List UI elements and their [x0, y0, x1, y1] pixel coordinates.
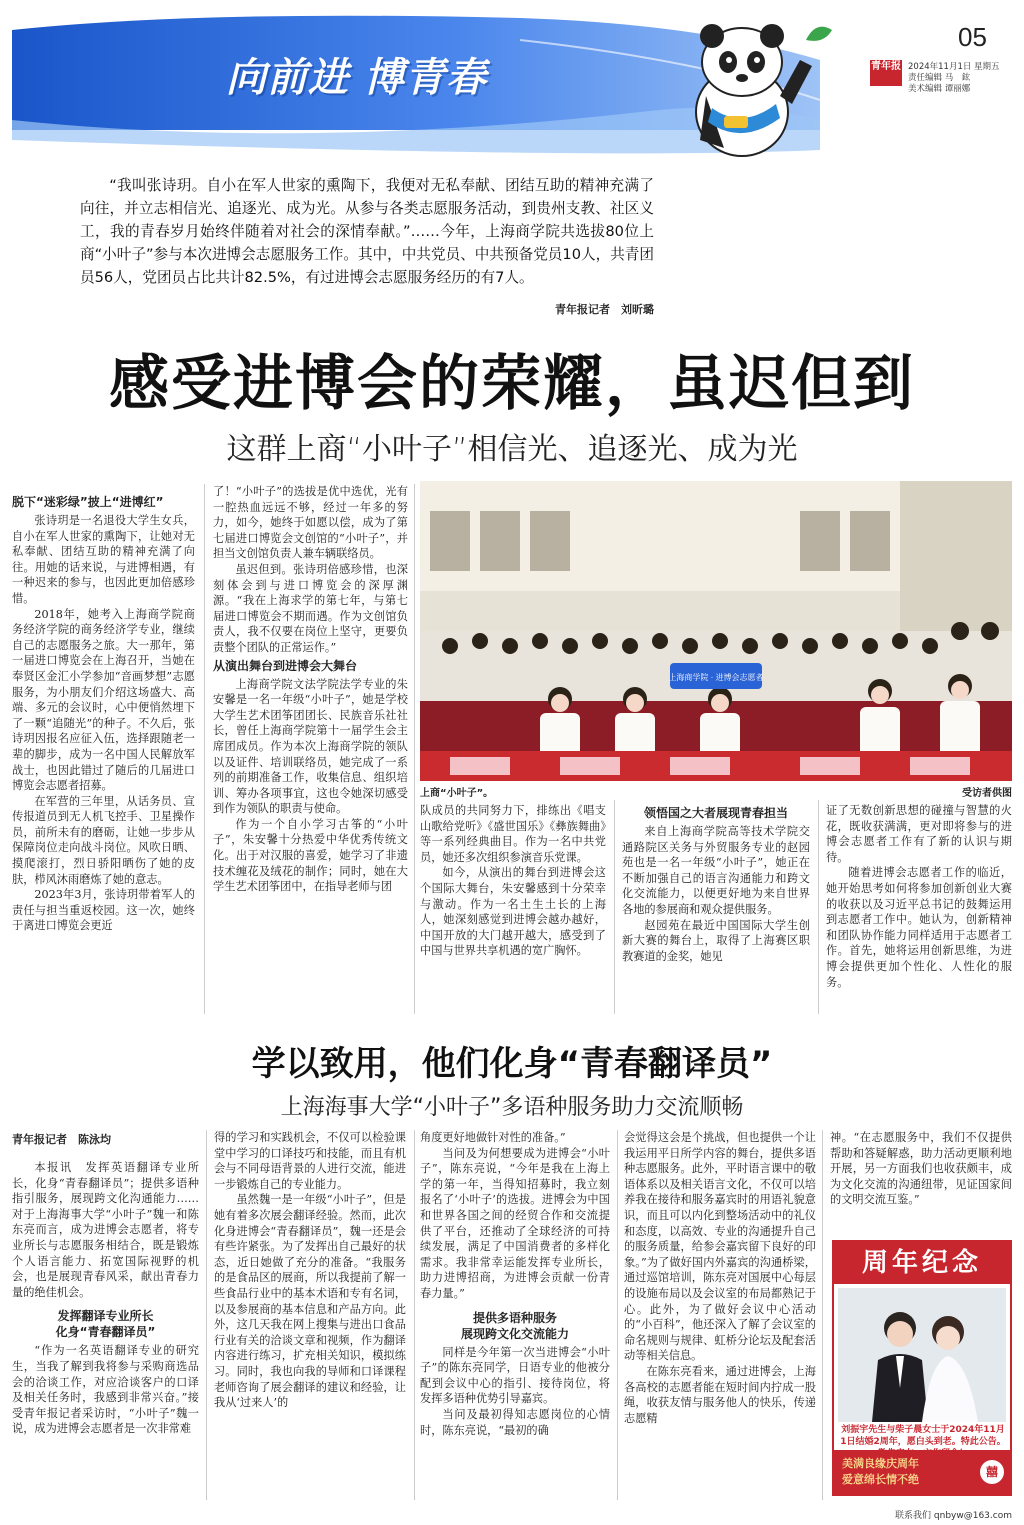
paragraph: 来自上海商学院高等技术学院交通路院区关务与外贸服务专业的赵园苑也是一名一年级“小叶子”，她正在不断加强自己的语言沟通能力和跨文化交流能力，以便更好地为来自世界各地的参展商和观众提供服务。 [622, 825, 810, 916]
story1-column-1 [12, 492, 195, 1022]
paragraph: 角度更好地做针对性的准备。” [420, 1131, 566, 1144]
slogan-line: 美满良缘庆周年 [842, 1457, 919, 1470]
page-number: 05 [958, 22, 987, 52]
photo-credit: 受访者供图 [962, 788, 1012, 799]
couple-photo [838, 1288, 1006, 1422]
story2-column-3 [420, 1130, 610, 1500]
section-heading: 展现跨文化交流能力 [460, 1326, 569, 1341]
paragraph: 当问及最初得知志愿岗位的心情时，陈东亮说，“最初的确 [420, 1407, 610, 1437]
paragraph: 证了无数创新思想的碰撞与智慧的火花，既收获满满，更对即将参与的进博会志愿者工作有了新的认识与期待。 [826, 804, 1012, 864]
header-slogan: 向前进 博青春 [226, 55, 487, 101]
story1-column-4 [622, 803, 810, 1023]
paragraph: 同样是今年第一次当进博会“小叶子”的陈东亮同学，日语专业的他被分配到会议中心的指引、接待岗位，将发挥多语种优势引导嘉宾。 [420, 1345, 610, 1406]
section-heading: 脱下“迷彩绿”披上“进博红” [12, 495, 164, 509]
issue-date: 2024年11月1日 星期五 [908, 62, 1000, 72]
story1-column-3 [420, 803, 606, 1023]
lead-byline: 青年报记者 刘昕璐 [555, 303, 654, 316]
section-heading: 领悟国之大者展现青春担当 [643, 806, 788, 820]
slogan-line: 爱意绵长情不绝 [842, 1473, 919, 1486]
story1-headline: 感受进博会的荣耀，虽迟但到 [109, 349, 915, 419]
story2-column-5 [830, 1130, 1012, 1234]
story2-column-2 [214, 1130, 406, 1500]
paragraph: “作为一名英语翻译专业的研究生，当我了解到我将参与采购商选品会的洽谈工作，对应洽谈客户的口译及相关任务时，我感到非常兴奋。”接受青年报记者采访时，“小叶子”魏一说，成为进博会志愿者是一次非常难 [12, 1344, 199, 1436]
story2-headline: 学以致用，他们化身“青春翻译员” [251, 1044, 773, 1084]
story2-byline: 青年报记者 陈泳均 [12, 1133, 111, 1146]
anniversary-notice [832, 1240, 1012, 1496]
paragraph: 随着进博会志愿者工作的临近，她开始思考如何将参加创新创业大赛的收获以及习近平总书记的鼓舞运用到志愿者工作中。她认为，创新精神和团队协作能力同样适用于志愿者工作。首先，她将运用创新思维，为进博会提供更加个性化、人性化的服务。 [826, 866, 1012, 989]
paragraph: 会觉得这会是个挑战，但也提供一个让我运用平日所学内容的舞台，提供多语种志愿服务。此外，平时语言课中的敬语体系以及相关语言文化，不仅可以培养我在接待和服务嘉宾时的用语礼貌意识，而且可以内化到整场活动中的礼仪和态度，以高效、专业的沟通提升自己的服务质量，给参会嘉宾留下良好的印象。”为了做好国内外嘉宾的沟通桥梁，通过巡馆培训，陈东亮对国展中心每层的设施布局以及会议室的布局都熟记于心。此外，为了做好会议中心活动的“小百科”，他还深入了解了会议室的命名规则与规律、虹桥分论坛及配套活动等相关信息。 [624, 1131, 816, 1363]
story1-column-2 [213, 484, 408, 1022]
paragraph: 上海商学院文法学院法学专业的朱安馨是一名一年级“小叶子”，她是学校大学生艺术团筝团团长、民族音乐社社长，曾任上海商学院第十一届学生会主席团成员。作为本次上海商学院的领队以及证件、培训联络员，她完成了一系列的前期准备工作，收集信息、组织培训、筹办各项事宜，这也令她深切感受到作为领队的职责与使命。 [213, 677, 408, 816]
paragraph: 张诗玥是一名退役大学生女兵，自小在军人世家的熏陶下，让她对无私奉献、团结互助的精神充满了向往。用她的话来说，与进博相遇，有一种迟来的参与，也因此更加倍感珍惜。 [12, 514, 195, 605]
lead-text: “我叫张诗玥。自小在军人世家的熏陶下，我便对无私奉献、团结互助的精神充满了向往，并立志相信光、追逐光、成为光。从参与各类志愿服务活动，到贵州支教、社区义工，我的青春岁月始终伴随着对社会的深情奉献。”……今年，上海商学院共选拔80位上商“小叶子”参与本次进博会志愿服务工作。其中，中共党员、中共预备党员10人，共青团员56人，党团员占比共计82.5%，有过进博会志愿服务经历的有7人。 [80, 177, 654, 286]
paragraph: 当问及为何想要成为进博会“小叶子”，陈东亮说，“今年是我在上海上学的第一年，当得知招募时，我立刻报名了‘小叶子’的选拔。进博会为中国和世界各国之间的经贸合作和交流提供了平台，还推动了全球经济的可持续发展，满足了中国消费者的多样化需求。我非常幸运能发挥专业所长，助力进博招商，为进博会贡献一份青春力量。” [420, 1146, 610, 1300]
anniversary-slogan [834, 1450, 1010, 1494]
section-heading: 发挥翻译专业所长 [57, 1309, 154, 1324]
art-editor-credit: 美术编辑 谭丽娜 [908, 84, 971, 94]
paragraph: 如今，从演出的舞台到进博会这个国际大舞台，朱安馨感到十分荣幸与激动。作为一名土生土长的上海人，她深刻感觉到进博会越办越好，中国开放的大门越开越大，感受到了中国与世界共享机遇的宽广胸怀。 [420, 866, 606, 958]
photo-caption: 上商“小叶子”。 [420, 788, 494, 799]
paragraph: 在陈东亮看来，通过进博会，上海各高校的志愿者能在短时间内拧成一股绳，收获友情与服务他人的快乐，传递志愿精 [624, 1364, 816, 1425]
paragraph: 神。“在志愿服务中，我们不仅提供帮助和答疑解惑，助力活动更顺利地开展，另一方面我们也收获颇丰，成为文化交流的沟通纽带，见证国家间的文明交流互鉴。” [830, 1131, 1012, 1207]
paragraph: 虽迟但到。张诗玥倍感珍惜，也深刻体会到与进口博览会的深厚渊源。“我在上海求学的第七年，与第七届进口博览会不期而遇。作为文创馆负责人，我不仅要在岗位上坚守，更要负责整个团队的正常运作。” [213, 562, 408, 654]
anniversary-text: 刘振宇先生与柴子晨女士于2024年11月1日结婚2周年，愿白头到老。特此公告。 [840, 1425, 1006, 1447]
section-heading: 从演出舞台到进博会大舞台 [213, 658, 358, 673]
section-heading: 提供多语种服务 [472, 1310, 557, 1325]
paragraph: 2018年，她考入上海商学院商务经济学院的商务经济学专业，继续自己的志愿服务之旅。大一那年，第一届进口博览会在上海召开，当她在奉贤区金汇小学参加“音画梦想”志愿服务，为小朋友们介绍这场盛大、高端、多元的会议时，心中便悄然埋下了一颗“追随光”的种子。不久后，张诗玥因报名应征入伍，选择跟随老一辈的脚步，成为一名中国人民解放军战士，也因此错过了随后的几届进口博览会志愿者招募。 [12, 607, 195, 793]
paragraph: 赵园苑在最近中国国际大学生创新大赛的舞台上，取得了上海赛区职教赛道的金奖，她见 [622, 918, 810, 963]
anniversary-title: 周年纪念 [834, 1242, 1010, 1284]
paragraph: 了！“小叶子”的选拔是优中选优，光有一腔热血远远不够，经过一年多的努力，如今，她终于如愿以偿，成为了第七届进口博览会文创馆的“小叶子”，并担当文创馆负责人兼车辆联络员。 [213, 485, 408, 561]
paragraph: 2023年3月，张诗玥带着军人的责任与担当重返校园。这一次，她终于离进口博览会更近 [12, 888, 195, 933]
editor-credit: 责任编辑 马 鈜 [908, 73, 971, 83]
story2-column-1 [12, 1160, 199, 1500]
story1-subhead: 这群上商“小叶子”相信光、追逐光、成为光 [226, 432, 798, 467]
paragraph: 在军营的三年里，从话务员、宣传报道员到无人机飞控手、卫星操作员，前所未有的磨砺，让她一步步从保障岗位走向战斗岗位。风吹日晒、摸爬滚打，烈日骄阳晒伤了她的皮肤，栉风沐雨磨炼了她的意志。 [12, 794, 195, 886]
double-happiness-icon: 囍 [980, 1460, 1004, 1484]
volunteers-group-photo [420, 481, 1012, 781]
photo-banner-text: 上海商学院 · 进博会志愿者 [668, 673, 764, 682]
paragraph: 虽然魏一是一年级“小叶子”，但是她有着多次展会翻译经验。然而，此次化身进博会“青春翻译员”，魏一还是会有些许紧张。为了发挥出自己最好的状态，近日她做了充分的准备。“我服务的是食品区的展商，所以我提前了解一些食品行业中的基本术语和专有名词，以及参展商的基本信息和产品方向。此外，这几天我在网上搜集与进出口食品行业有关的洽谈文章和视频，作为翻译内容进行练习，扩充相关知识，模拟练习。同时，我也向我的导师和口译课程老师咨询了展会翻译的建议和经验，让我从‘过来人’的 [214, 1193, 406, 1410]
lead-paragraph [80, 174, 654, 289]
story2-subhead: 上海海事大学“小叶子”多语种服务助力交流顺畅 [280, 1095, 744, 1120]
story1-column-5 [826, 803, 1012, 1023]
paragraph: 得的学习和实践机会，不仅可以检验课堂中学习的口译技巧和技能，而且有机会与不同母语背景的人进行交流，能进一步锻炼自己的专业能力。 [214, 1131, 406, 1191]
contact-footer: 联系我们 qnbyw@163.com [895, 1511, 1012, 1521]
paragraph: 作为一个自小学习古筝的“小叶子”，朱安馨十分热爱中华优秀传统文化。出于对汉服的喜爱，她学习了非遗技术缠花及绒花的制作；同时，她在大学生艺术团筝团中，在指导老师与团 [213, 817, 408, 894]
newspaper-logo: 青年报 [870, 60, 902, 86]
section-heading: 化身“青春翻译员” [55, 1325, 156, 1340]
story2-column-4 [624, 1130, 816, 1500]
paragraph: 队成员的共同努力下，排练出《唱支山歌给党听》《盛世国乐》《彝族舞曲》等一系列经典曲目。作为一名中共党员，她还多次组织参演音乐党课。 [420, 804, 606, 864]
paragraph: 本报讯 发挥英语翻译专业所长，化身“青春翻译员”；提供多语种指引服务，展现跨文化沟通能力……对于上海海事大学“小叶子”魏一和陈东亮而言，成为进博会志愿者，将专业所长与志愿服务相结合，既是锻炼个人语言能力、拓宽国际视野的机会，也是展现青春风采，献出青春力量的绝佳机会。 [12, 1161, 199, 1299]
